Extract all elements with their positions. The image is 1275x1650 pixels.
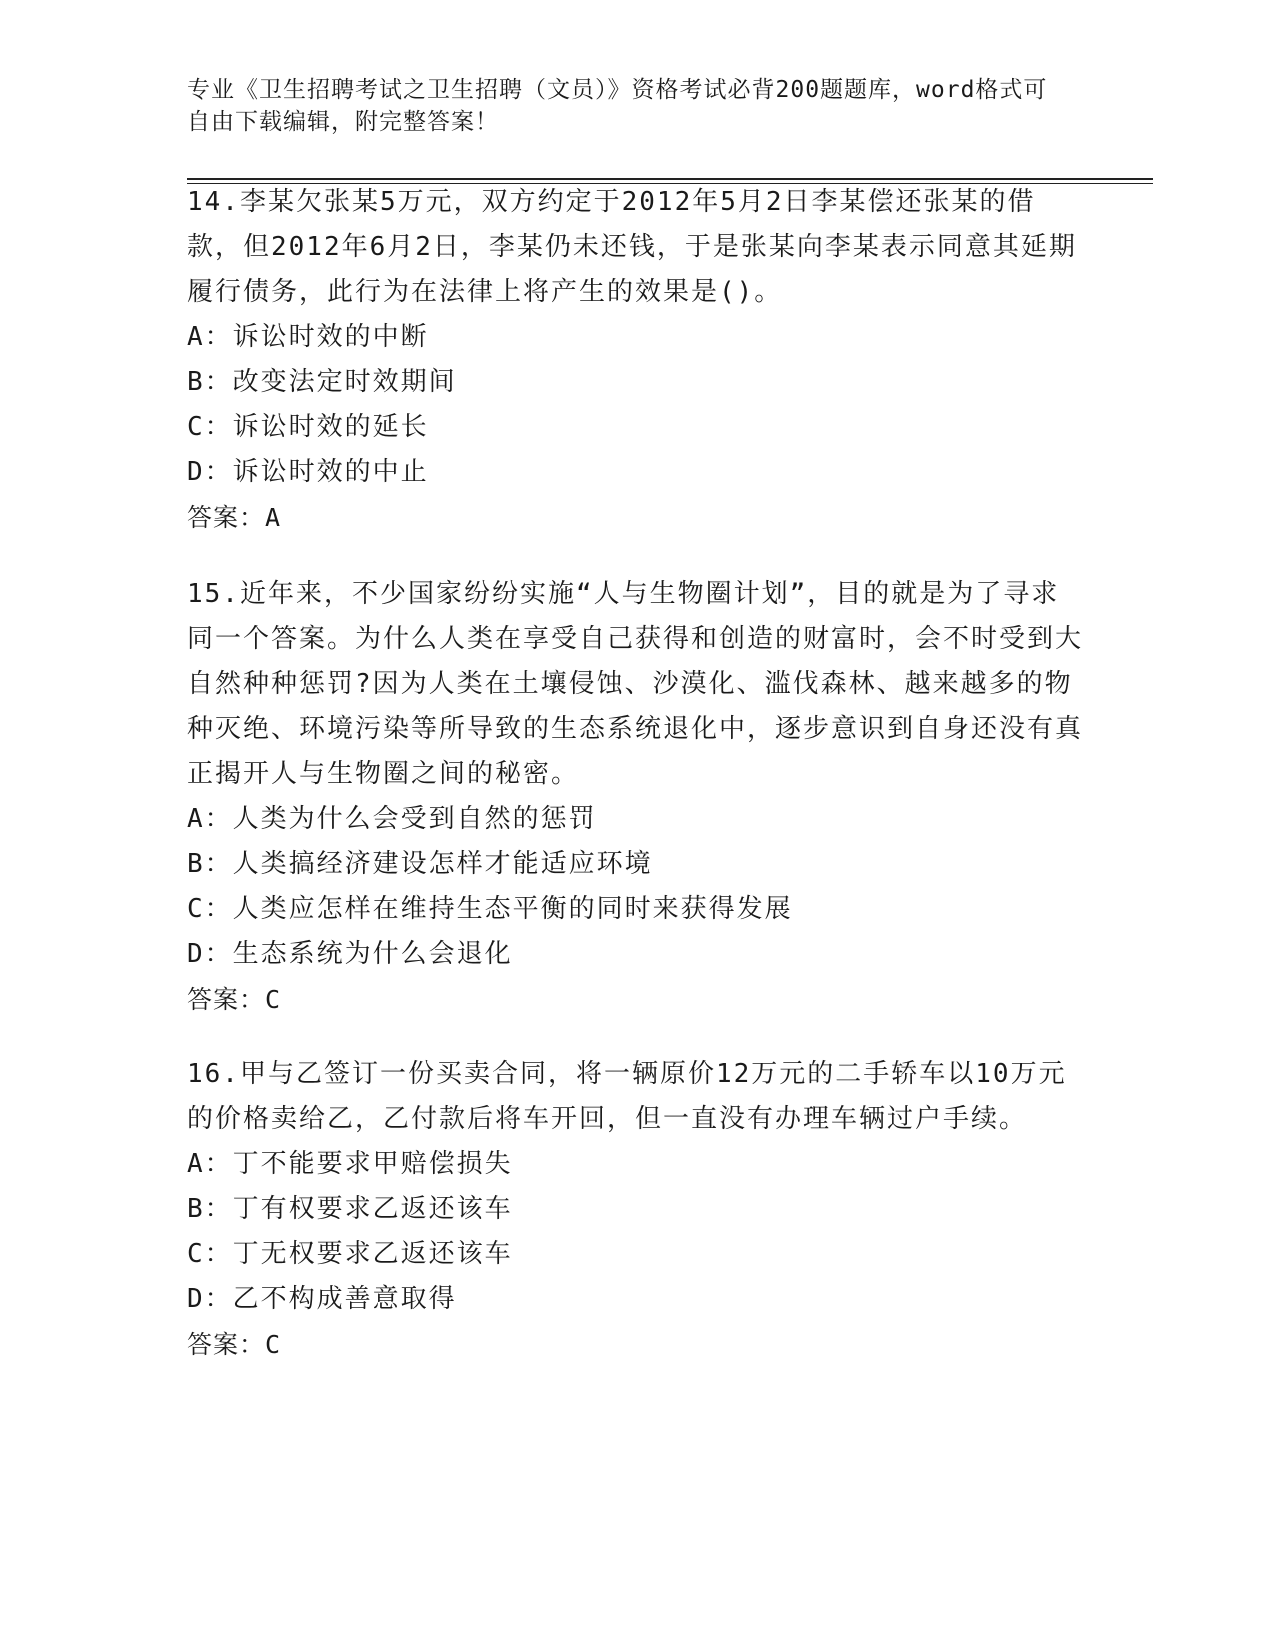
answer-value: C xyxy=(265,1330,282,1359)
option-a: A：诉讼时效的中断 xyxy=(187,322,429,352)
answer-value: A xyxy=(265,503,282,532)
option-d: D：乙不构成善意取得 xyxy=(187,1284,457,1314)
option-c: C：丁无权要求乙返还该车 xyxy=(187,1239,513,1269)
answer-label: 答案： xyxy=(187,1330,266,1359)
option-d: D：诉讼时效的中止 xyxy=(187,457,429,487)
answer-line xyxy=(187,1322,1087,1367)
question-16 xyxy=(187,1052,1087,1367)
question-15 xyxy=(187,572,1087,1022)
answer-label: 答案： xyxy=(187,985,266,1014)
question-text: 14.李某欠张某5万元，双方约定于2012年5月2日李某偿还张某的借款，但2012年6月2日，李某仍未还钱，于是张某向李某表示同意其延期履行债务，此行为在法律上将产生的效果是()。 xyxy=(187,187,1077,307)
question-text: 15.近年来，不少国家纷纷实施“人与生物圈计划”，目的就是为了寻求同一个答案。为什么人类在享受自己获得和创造的财富时，会不时受到大自然种种惩罚?因为人类在土壤侵蚀、沙漠化、滥伐森林、越来越多的物种灭绝、环境污染等所导致的生态系统退化中，逐步意识到自身还没有真正揭开人与生物圈之间的秘密。 xyxy=(187,579,1084,789)
answer-value: C xyxy=(265,985,282,1014)
option-a: A：人类为什么会受到自然的惩罚 xyxy=(187,804,597,834)
option-a: A：丁不能要求甲赔偿损失 xyxy=(187,1149,513,1179)
question-14 xyxy=(187,180,1087,540)
question-text: 16.甲与乙签订一份买卖合同，将一辆原价12万元的二手轿车以10万元的价格卖给乙，乙付款后将车开回，但一直没有办理车辆过户手续。 xyxy=(187,1059,1067,1134)
option-d: D：生态系统为什么会退化 xyxy=(187,939,513,969)
document-header: 专业《卫生招聘考试之卫生招聘（文员）》资格考试必背200题题库，word格式可自由下载编辑，附完整答案！ xyxy=(187,77,1048,135)
option-b: B：丁有权要求乙返还该车 xyxy=(187,1194,513,1224)
answer-line xyxy=(187,495,1087,540)
option-c: C：诉讼时效的延长 xyxy=(187,412,429,442)
option-b: B：人类搞经济建设怎样才能适应环境 xyxy=(187,849,653,879)
answer-label: 答案： xyxy=(187,503,266,532)
option-b: B：改变法定时效期间 xyxy=(187,367,457,397)
answer-line xyxy=(187,977,1087,1022)
option-c: C：人类应怎样在维持生态平衡的同时来获得发展 xyxy=(187,894,793,924)
